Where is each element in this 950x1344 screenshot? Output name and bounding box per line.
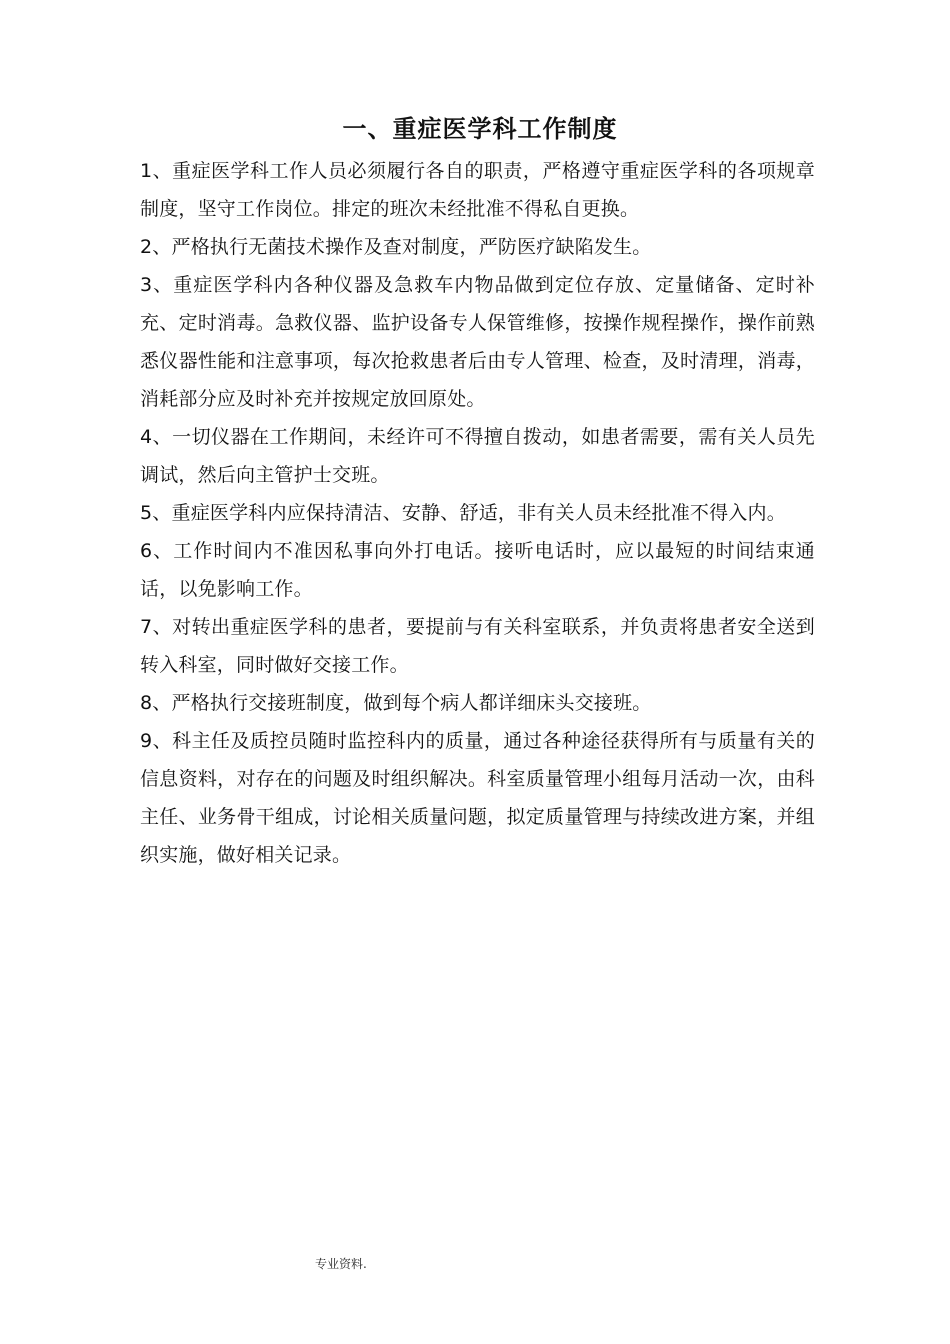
rule-item: 3、重症医学科内各种仪器及急救车内物品做到定位存放、定量储备、定时补充、定时消毒。急救仪器、监护设备专人保管维修，按操作规程操作，操作前熟悉仪器性能和注意事项，每次抢救患者后由专人管理、检查，及时清理，消毒，消耗部分应及时补充并按规定放回原处。 xyxy=(140,274,815,410)
rule-item: 4、一切仪器在工作期间，未经许可不得擅自拨动，如患者需要，需有关人员先调试，然后向主管护士交班。 xyxy=(140,426,815,486)
rule-item: 9、科主任及质控员随时监控科内的质量，通过各种途径获得所有与质量有关的信息资料，对存在的问题及时组织解决。科室质量管理小组每月活动一次，由科主任、业务骨干组成，讨论相关质量问题，拟定质量管理与持续改进方案，并组织实施，做好相关记录。 xyxy=(140,730,815,866)
rule-item: 2、严格执行无菌技术操作及查对制度，严防医疗缺陷发生。 xyxy=(140,236,652,258)
document-title: 一、重症医学科工作制度 xyxy=(342,115,618,143)
rule-item: 8、严格执行交接班制度，做到每个病人都详细床头交接班。 xyxy=(140,692,652,714)
rule-item: 7、对转出重症医学科的患者，要提前与有关科室联系，并负责将患者安全送到转入科室，同时做好交接工作。 xyxy=(140,616,815,676)
rule-item: 1、重症医学科工作人员必须履行各自的职责，严格遵守重症医学科的各项规章制度，坚守工作岗位。排定的班次未经批准不得私自更换。 xyxy=(140,160,815,220)
rules-list xyxy=(140,152,815,874)
page-footer: 专业资料. xyxy=(315,1257,367,1271)
rule-item: 5、重症医学科内应保持清洁、安静、舒适，非有关人员未经批准不得入内。 xyxy=(140,502,786,524)
rule-item: 6、工作时间内不准因私事向外打电话。接听电话时，应以最短的时间结束通话，以免影响工作。 xyxy=(140,540,815,600)
